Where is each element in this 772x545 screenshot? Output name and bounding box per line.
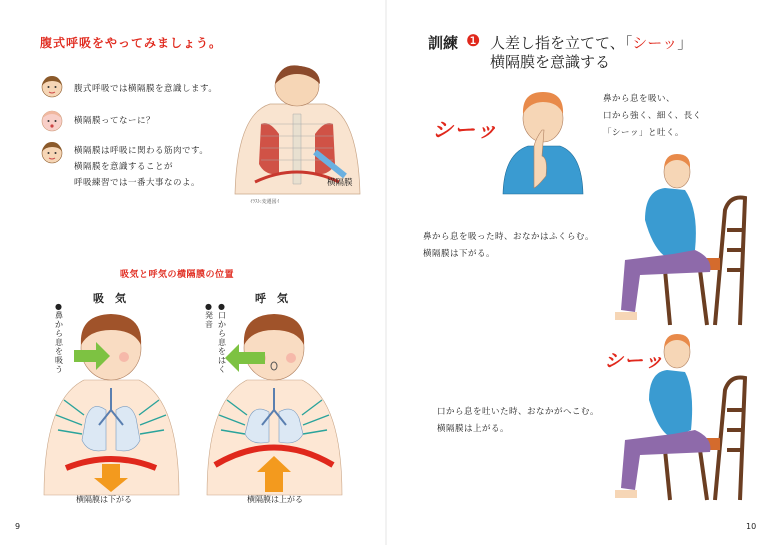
left-heading: 腹式呼吸をやってみましょう。 bbox=[40, 36, 223, 50]
exhale-caption: 横隔膜は上がる bbox=[247, 495, 303, 504]
dialog-line-3: 横隔膜は呼吸に関わる筋肉です。 bbox=[74, 146, 209, 156]
mother-face-icon bbox=[40, 74, 64, 98]
exhale-side-note: ●口から息をはく bbox=[218, 302, 226, 374]
inhale-side-note: ●鼻から息を吸う bbox=[55, 302, 63, 374]
exhale-text-2: 横隔膜は上がる。 bbox=[437, 424, 510, 434]
instruction-line-2: 口から強く、細く、長く bbox=[603, 111, 702, 121]
page-spine bbox=[385, 0, 387, 545]
shhh-label-1: シーッ bbox=[432, 118, 498, 142]
anatomy-illustration bbox=[225, 64, 370, 194]
page-number-right: 10 bbox=[746, 522, 757, 531]
inhale-title: 吸 気 bbox=[93, 292, 126, 305]
exhale-text-1: 口から息を吐いた時、おなかがへこむ。 bbox=[437, 407, 600, 417]
shhh-label-2: シーッ bbox=[604, 350, 665, 372]
exhale-side-note-2: ●発音 bbox=[205, 302, 213, 329]
woman-seated-exhale-illustration bbox=[615, 330, 765, 505]
dialog-line-5: 呼吸練習では一番大事なのよ。 bbox=[74, 178, 201, 188]
title-line-1: 人差し指を立てて、「シーッ」 bbox=[490, 34, 693, 52]
exhale-title: 呼 気 bbox=[255, 292, 288, 305]
woman-seated-inhale-illustration bbox=[615, 150, 765, 330]
page-number-left: 9 bbox=[15, 522, 21, 531]
exhale-diagram bbox=[207, 310, 342, 495]
diagram-title: 吸気と呼気の横隔膜の位置 bbox=[120, 270, 235, 280]
diaphragm-label: 横隔膜 bbox=[327, 178, 353, 188]
dialog-line-1: 腹式呼吸では横隔膜を意識します。 bbox=[74, 84, 218, 94]
man-shhh-illustration bbox=[498, 86, 588, 194]
inhale-text-2: 横隔膜は下がる。 bbox=[423, 249, 496, 259]
dialog-line-2: 横隔膜ってなーに？ bbox=[74, 116, 156, 126]
inhale-text-1: 鼻から息を吸った時、おなかはふくらむ。 bbox=[423, 232, 595, 242]
child-face-icon bbox=[40, 108, 64, 132]
title-shhh-highlight: シーッ bbox=[632, 34, 678, 52]
title-line-2: 横隔膜を意識する bbox=[490, 53, 611, 71]
figure-caption: ｲﾗｽﾄ:変遷図ｲ bbox=[250, 199, 280, 205]
title-number-icon: ❶ bbox=[466, 31, 481, 50]
instruction-line-1: 鼻から息を吸い、 bbox=[603, 94, 676, 104]
mother-face-icon-2 bbox=[40, 140, 64, 164]
title-prefix: 訓練 bbox=[428, 34, 459, 52]
inhale-caption: 横隔膜は下がる bbox=[76, 495, 132, 504]
instruction-line-3: 「シーッ」と吐く。 bbox=[603, 128, 684, 138]
inhale-diagram bbox=[44, 310, 179, 495]
dialog-line-4: 横隔膜を意識することが bbox=[74, 162, 174, 172]
